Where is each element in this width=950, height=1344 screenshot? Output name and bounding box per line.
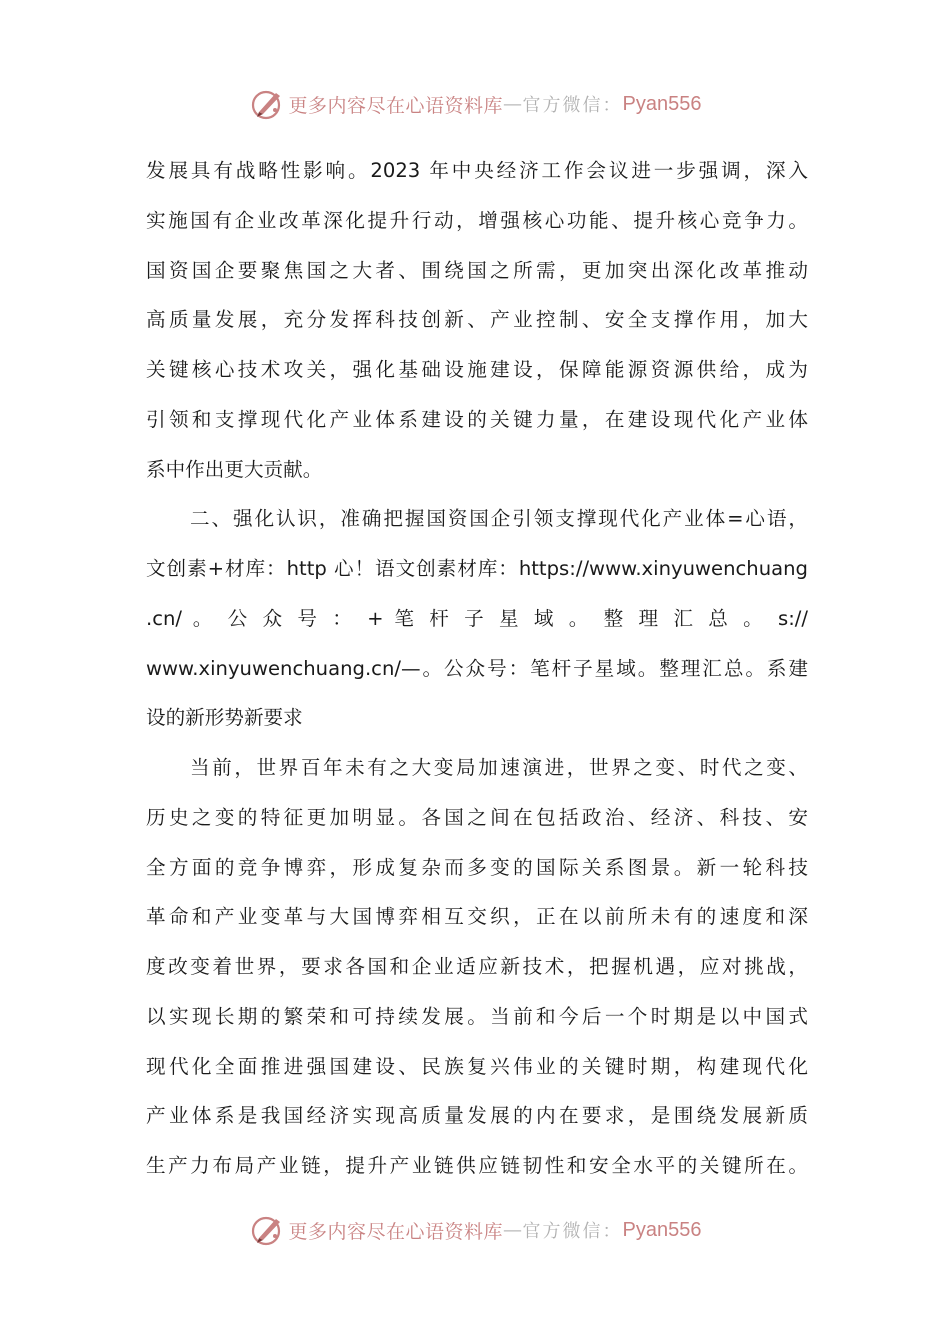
footer-watermark [0,1210,950,1250]
watermark-wechat-id: Pyan556 [622,1218,702,1241]
watermark-wechat-label: 官方微信： [522,95,623,116]
text-line: 生产力布局产业链，提升产业链供应链韧性和安全水平的关键所在。 [146,1154,808,1177]
pen-circle-logo-icon [249,86,285,122]
text-line: 以实现长期的繁荣和可持续发展。当前和今后一个时期是以中国式 [146,1004,808,1028]
text-line: 高质量发展，充分发挥科技创新、产业控制、安全支撑作用，加大 [146,308,808,332]
paragraph-start-line: 当前，世界百年未有之大变局加速演进，世界之变、时代之变、 [190,756,808,779]
text-line: 革命和产业变革与大国博弈相互交织，正在以前所未有的速度和深 [146,905,808,929]
section-heading-line: 二、强化认识，准确把握国资国企引领支撑现代化产业体=心语， [190,507,808,531]
text-line: 国资国企要聚焦国之大者、围绕国之所需，更加突出深化改革推动 [146,258,808,282]
text-line: 度改变着世界，要求各国和企业适应新技术，把握机遇，应对挑战， [146,955,808,978]
watermark-separator: — [503,93,523,115]
watermark-brand: 更多内容尽在心语资料库 [288,94,504,117]
text-line: www.xinyuwenchuang.cn/—。公众号：笔杆子星域。整理汇总。系建 [146,656,808,680]
text-line: 现代化全面推进强国建设、民族复兴伟业的关键时期，构建现代化 [146,1054,808,1078]
text-line: .cn/ 。 公 众 号 ： + 笔 杆 子 星 域 。 整 理 汇 总 。 s:// [146,606,808,630]
text-line: 设的新形势新要求 [146,706,303,730]
watermark-separator: — [503,1219,523,1241]
text-line: 系中作出更大贡献。 [146,457,323,481]
text-line: 引领和支撑现代化产业体系建设的关键力量，在建设现代化产业体 [146,407,808,431]
text-line: 全方面的竞争博弈，形成复杂而多变的国际关系图景。新一轮科技 [146,855,808,879]
watermark-wechat-id: Pyan556 [622,92,702,115]
header-watermark [0,84,950,124]
text-line: 历史之变的特征更加明显。各国之间在包括政治、经济、科技、安 [146,805,808,829]
pen-circle-logo-icon [249,1212,285,1248]
text-line: 文创素+材库：http 心！语文创素材库：https://www.xinyuwenchuang [146,557,808,580]
text-line: 产业体系是我国经济实现高质量发展的内在要求，是围绕发展新质 [146,1104,808,1128]
text-line: 实施国有企业改革深化提升行动，增强核心功能、提升核心竞争力。 [146,208,808,232]
watermark-brand: 更多内容尽在心语资料库 [288,1220,504,1243]
text-line: 关键核心技术攻关，强化基础设施建设，保障能源资源供给，成为 [146,358,808,381]
watermark-wechat-label: 官方微信： [522,1221,623,1242]
text-line: 发展具有战略性影响。2023 年中央经济工作会议进一步强调，深入 [146,159,808,182]
document-body [146,146,808,1191]
